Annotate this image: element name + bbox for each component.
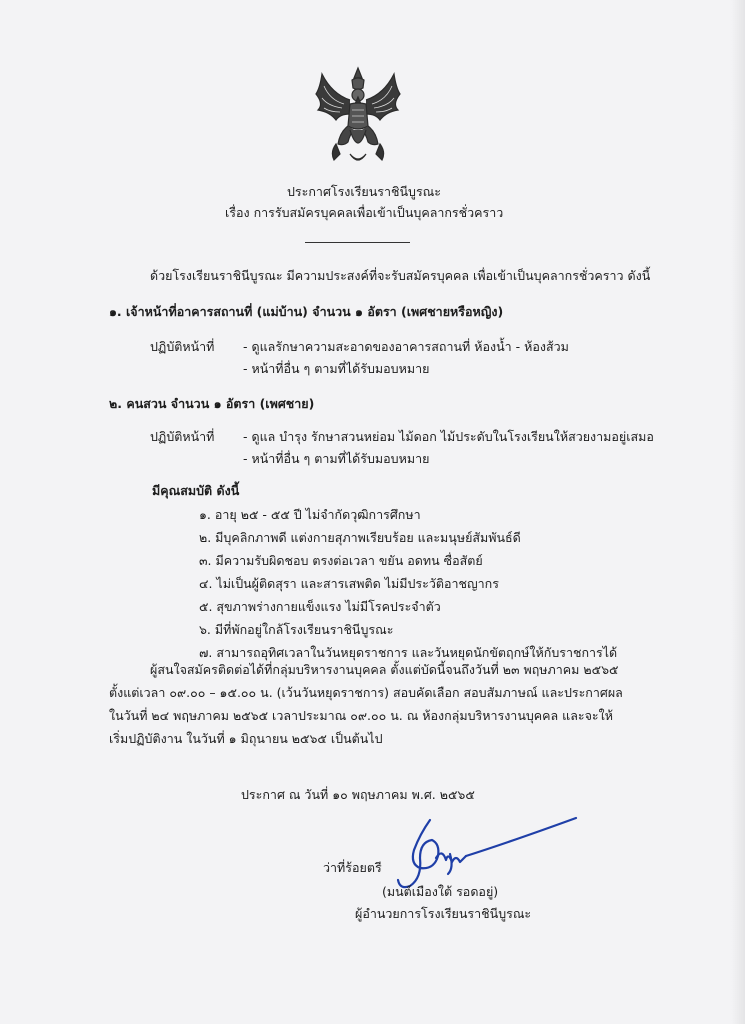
intro-paragraph: ด้วยโรงเรียนราชินีบูรณะ มีความประสงค์ที่จะรับสมัครบุคคล เพื่อเข้าเป็นบุคลากรชั่วคราว ดังนี้ <box>150 268 651 283</box>
position-1-duty-2: - หน้าที่อื่น ๆ ตามที่ได้รับมอบหมาย <box>243 361 430 376</box>
position-1-duty-1: - ดูแลรักษาความสะอาดของอาคารสถานที่ ห้องน้ำ - ห้องส้วม <box>243 339 569 354</box>
qualification-item: ๖. มีที่พักอยู่ใกล้โรงเรียนราชินีบูรณะ <box>199 622 394 637</box>
qualifications-heading: มีคุณสมบัติ ดังนี้ <box>152 483 240 498</box>
application-line-1: ผู้สนใจสมัครติดต่อได้ที่กลุ่มบริหารงานบุคคล ตั้งแต่บัดนี้จนถึงวันที่ ๒๓ พฤษภาคม ๒๕๖๕ <box>150 662 619 677</box>
qualification-item: ๕. สุขภาพร่างกายแข็งแรง ไม่มีโรคประจำตัว <box>199 599 441 614</box>
position-1-duty-label: ปฏิบัติหน้าที่ <box>150 339 215 354</box>
application-line-4: เริ่มปฏิบัติงาน ในวันที่ ๑ มิถุนายน ๒๕๖๕ เป็นต้นไป <box>109 731 383 746</box>
document-title: ประกาศโรงเรียนราชินีบูรณะ <box>287 184 441 199</box>
qualification-item: ๔. ไม่เป็นผู้ติดสุรา และสารเสพติด ไม่มีประวัติอาชญากร <box>199 576 499 591</box>
signer-rank: ว่าที่ร้อยตรี <box>323 860 382 875</box>
position-2-duty-label: ปฏิบัติหน้าที่ <box>150 429 215 444</box>
application-line-2: ตั้งแต่เวลา ๐๙.๐๐ – ๑๕.๐๐ น. (เว้นวันหยุดราชการ) สอบคัดเลือก สอบสัมภาษณ์ และประกาศผล <box>109 685 623 700</box>
title-divider <box>305 242 410 243</box>
qualification-item: ๓. มีความรับผิดชอบ ตรงต่อเวลา ขยัน อดทน ซื่อสัตย์ <box>199 553 483 568</box>
qualification-item: ๑. อายุ ๒๕ - ๕๕ ปี ไม่จำกัดวุฒิการศึกษา <box>199 507 421 522</box>
document-subject: เรื่อง การรับสมัครบุคคลเพื่อเข้าเป็นบุคลากรชั่วคราว <box>225 205 504 220</box>
position-1-heading: ๑. เจ้าหน้าที่อาคารสถานที่ (แม่บ้าน) จำนวน ๑ อัตรา (เพศชายหรือหญิง) <box>109 304 504 319</box>
signer-name: (มนต์เมืองใต้ รอดอยู่) <box>382 884 499 899</box>
qualification-item: ๒. มีบุคลิกภาพดี แต่งกายสุภาพเรียบร้อย และมนุษย์สัมพันธ์ดี <box>199 530 521 545</box>
announcement-date: ประกาศ ณ วันที่ ๑๐ พฤษภาคม พ.ศ. ๒๕๖๕ <box>241 787 475 802</box>
qualification-item: ๗. สามารถอุทิศเวลาในวันหยุดราชการ และวันหยุดนักขัตฤกษ์ให้กับราชการได้ <box>199 645 618 660</box>
scan-edge-shadow <box>731 0 745 1024</box>
garuda-emblem-icon <box>310 64 406 168</box>
position-2-duty-1: - ดูแล บำรุง รักษาสวนหย่อม ไม้ดอก ไม้ประดับในโรงเรียนให้สวยงามอยู่เสมอ <box>243 429 654 444</box>
position-2-heading: ๒. คนสวน จำนวน ๑ อัตรา (เพศชาย) <box>109 396 315 411</box>
application-line-3: ในวันที่ ๒๔ พฤษภาคม ๒๕๖๕ เวลาประมาณ ๐๙.๐๐ น. ณ ห้องกลุ่มบริหารงานบุคคล และจะให้ <box>109 708 613 723</box>
position-2-duty-2: - หน้าที่อื่น ๆ ตามที่ได้รับมอบหมาย <box>243 451 430 466</box>
signer-position: ผู้อำนวยการโรงเรียนราชินีบูรณะ <box>355 906 532 921</box>
